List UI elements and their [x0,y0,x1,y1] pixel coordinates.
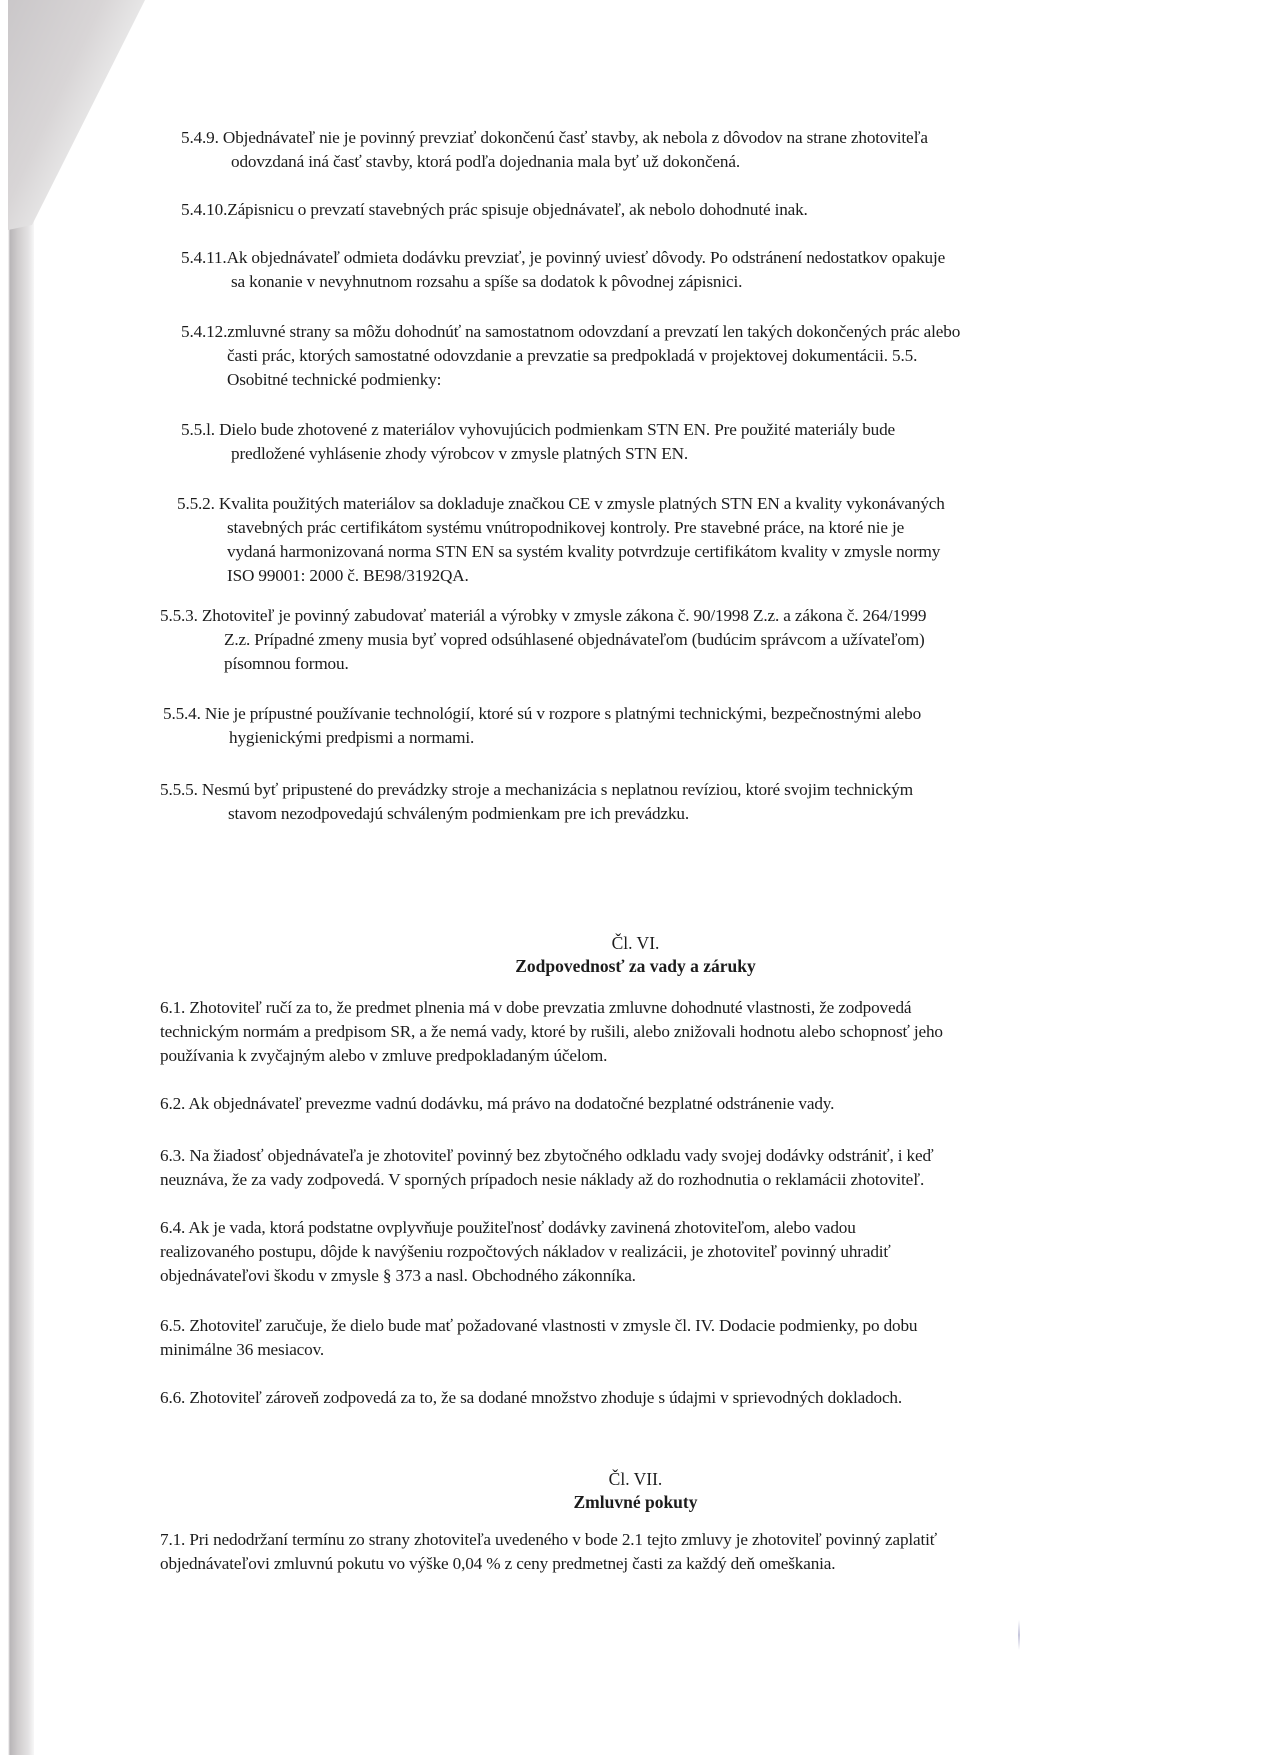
scan-artifact-mark [1018,1620,1020,1650]
clause-number: 5.5.l. [181,420,215,439]
clause-line: odovzdaná iná časť stavby, ktorá podľa dojednania mala byť už dokončená. [231,152,740,171]
clause-line [181,126,1111,150]
clause-line [160,604,1110,628]
clause-5-5-2 [177,492,1107,588]
article-6-heading [0,932,1273,978]
clause-text: Nesmú byť pripustené do prevádzky stroje a mechanizácia s neplatnou revíziou, ktoré svojim technickým [197,780,913,799]
clause-line: 6.5. Zhotoviteľ zaručuje, že dielo bude mať požadované vlastnosti v zmysle čl. IV. Dodacie podmienky, po dobu [160,1316,918,1335]
clause-line: minimálne 36 mesiacov. [160,1340,325,1359]
clause-text: Zápisnicu o prevzatí stavebných prác spisuje objednávateľ, ak nebolo dohodnuté inak. [227,200,808,219]
clause-line: vydaná harmonizovaná norma STN EN sa systém kvality potvrdzuje certifikátom kvality v zmysle normy [227,542,941,561]
clause-line: písomnou formou. [224,654,349,673]
clause-6-4 [160,1216,1110,1288]
clause-6-3 [160,1144,1110,1192]
clause-5-5-1 [181,418,1111,466]
clause-line [163,702,1111,726]
clause-6-5 [160,1314,1110,1362]
clause-line: používania k zvyčajným alebo v zmluve predpokladaným účelom. [160,1046,608,1065]
clause-5-5-4 [163,702,1111,750]
clause-6-6 [160,1386,1110,1410]
clause-number: 5.4.11. [181,248,227,267]
clause-line: stavom nezodpovedajú schváleným podmienkam pre ich prevádzku. [228,804,689,823]
clause-line: 6.4. Ak je vada, ktorá podstatne ovplyvňuje použiteľnosť dodávky zavinená zhotoviteľom, alebo vadou [160,1218,856,1237]
clause-6-2 [160,1092,1110,1116]
clause-text: Zhotoviteľ je povinný zabudovať materiál a výrobky v zmysle zákona č. 90/1998 Z.z. a zákona č. 264/1999 [197,606,927,625]
clause-line: 6.3. Na žiadosť objednávateľa je zhotoviteľ povinný bez zbytočného odkladu vady svojej dodávky odstrániť, i keď [160,1146,934,1165]
article-number: Čl. VI. [611,933,660,953]
clause-line: 7.1. Pri nedodržaní termínu zo strany zhotoviteľa uvedeného v bode 2.1 tejto zmluvy je zhotoviteľ povinný zaplatiť [160,1530,937,1549]
clause-5-4-10 [181,198,1111,222]
clause-number: 5.4.12. [181,322,228,341]
clause-number: 5.5.3. [160,606,198,625]
clause-line [181,418,1111,442]
clause-5-4-9 [181,126,1111,174]
article-number: Čl. VII. [608,1469,663,1489]
clause-text: zmluvné strany sa môžu dohodnúť na samostatnom odovzdaní a prevzatí len takých dokončených prác alebo [227,322,961,341]
clause-number: 5.5.2. [177,494,215,513]
clause-line: 6.1. Zhotoviteľ ručí za to, že predmet plnenia má v dobe prevzatia zmluvne dohodnuté vlastnosti, že zodpovedá [160,998,912,1017]
clause-line: 6.2. Ak objednávateľ prevezme vadnú dodávku, má právo na dodatočné bezplatné odstránenie vady. [160,1094,835,1113]
clause-text: Objednávateľ nie je povinný prevziať dokončenú časť stavby, ak nebola z dôvodov na strane zhotoviteľa [218,128,928,147]
clause-number: 5.4.10. [181,200,228,219]
clause-line: Z.z. Prípadné zmeny musia byť vopred odsúhlasené objednávateľom (budúcim správcom a užívateľom) [224,630,925,649]
clause-7-1 [160,1528,1110,1576]
clause-line: technickým normám a predpisom SR, a že nemá vady, ktoré by rušili, alebo znižovali hodnotu alebo schopnosť jeho [160,1022,943,1041]
clause-text: Dielo bude zhotovené z materiálov vyhovujúcich podmienkam STN EN. Pre použité materiály bude [214,420,896,439]
clause-5-4-11 [181,246,1111,294]
clause-text: Nie je prípustné používanie technológií, ktoré sú v rozpore s platnými technickými, bezpečnostnými alebo [200,704,922,723]
clause-line: 6.6. Zhotoviteľ zároveň zodpovedá za to, že sa dodané množstvo zhoduje s údajmi v sprievodných dokladoch. [160,1388,903,1407]
article-title: Zmluvné pokuty [573,1492,698,1512]
clause-number: 5.5.5. [160,780,198,799]
clause-line [181,198,1111,222]
article-title: Zodpovednosť za vady a záruky [515,956,756,976]
clause-5-5-3 [160,604,1110,676]
clause-line [181,246,1111,270]
clause-line: hygienickými predpismi a normami. [229,728,475,747]
clause-6-1 [160,996,1110,1068]
clause-line: objednávateľovi škodu v zmysle § 373 a nasl. Obchodného zákonníka. [160,1266,636,1285]
clause-line: neuznáva, že za vady zodpovedá. V sporných prípadoch nesie náklady až do rozhodnutia o reklamácii zhotoviteľ. [160,1170,925,1189]
clause-number: 5.4.9. [181,128,219,147]
clause-5-4-12 [181,320,1111,392]
clause-line [181,320,1111,344]
clause-line [160,778,1110,802]
clause-line: objednávateľovi zmluvnú pokutu vo výške 0,04 % z ceny predmetnej časti za každý deň omeškania. [160,1554,836,1573]
clause-line: časti prác, ktorých samostatné odovzdanie a prevzatie sa predpokladá v projektovej dokumentácii. 5.5. [227,346,918,365]
clause-line: realizovaného postupu, dôjde k navýšeniu rozpočtových nákladov v realizácii, je zhotoviteľ povinný uhradiť [160,1242,891,1261]
clause-line: sa konanie v nevyhnutnom rozsahu a spíše sa dodatok k pôvodnej zápisnici. [231,272,743,291]
clause-line: predložené vyhlásenie zhody výrobcov v zmysle platných STN EN. [231,444,689,463]
clause-line [177,492,1107,516]
article-7-heading [0,1468,1273,1514]
clause-line: Osobitné technické podmienky: [227,370,442,389]
clause-text: Kvalita použitých materiálov sa dokladuje značkou CE v zmysle platných STN EN a kvality vykonávaných [214,494,945,513]
clause-5-5-5 [160,778,1110,826]
clause-text: Ak objednávateľ odmieta dodávku prevziať, je povinný uviesť dôvody. Po odstránení nedostatkov opakuje [226,248,946,267]
clause-line: stavebných prác certifikátom systému vnútropodnikovej kontroly. Pre stavebné práce, na ktoré nie je [227,518,905,537]
clause-number: 5.5.4. [163,704,201,723]
clause-line: ISO 99001: 2000 č. BE98/3192QA. [227,566,469,585]
